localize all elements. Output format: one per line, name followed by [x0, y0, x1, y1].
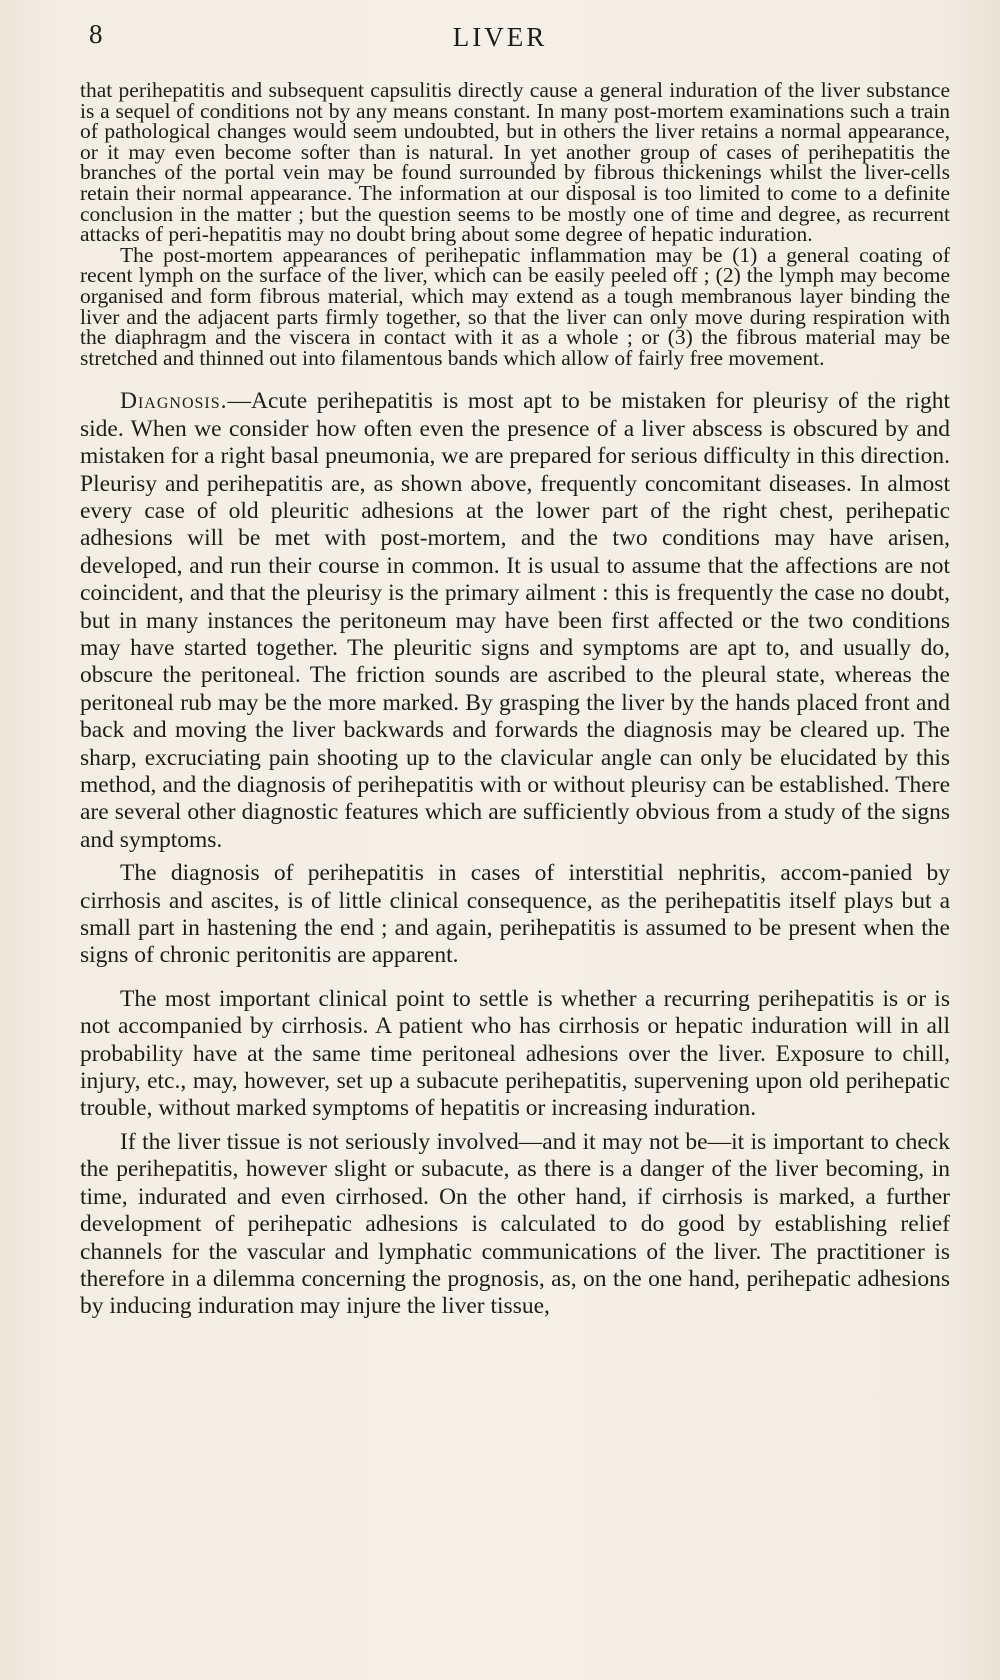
paragraph-liver-tissue: If the liver tissue is not seriously involved—and it may not be—it is important to check the perihepatitis, however slight or subacute, as there is a danger of the liver becoming, in time, indurated and even cirrhosed. On the other hand, if cirrhosis is marked, a further development of perihepatic adhesions is calculated to do good by establishing relief channels for the vascular and lymphatic communications of the liver. The practitioner is therefore in a dilemma concerning the prognosis, as, on the one hand, perihepatic adhesions by inducing induration may injure the liver tissue, — [80, 1128, 950, 1320]
main-print-section — [80, 388, 950, 1320]
paragraph-interstitial-nephritis: The diagnosis of perihepatitis in cases of interstitial nephritis, accom-panied by cirrhosis and ascites, is of little clinical consequence, as the perihepatitis itself plays but a small part in hastening the end ; and again, perihepatitis is assumed to be present when the signs of chronic peritonitis are apparent. — [80, 860, 950, 969]
diagnosis-text: —Acute perihepatitis is most apt to be mistaken for pleurisy of the right side. When we consider how often even the presence of a liver abscess is obscured by and mistaken for a right basal pneumonia, we are prepared for serious difficulty in this direction. Pleurisy and perihepatitis are, as shown above, frequently concomitant diseases. In almost every case of old pleuritic adhesions at the lower part of the right chest, perihepatic adhesions will be met with post-mortem, and the two conditions may have arisen, developed, and run their course in common. It is usual to assume that the affections are not coincident, and that the pleurisy is the primary ailment : this is frequently the case no doubt, but in many instances the peritoneum may have been first affected or the two conditions may have started together. The pleuritic signs and symptoms are apt to, and usually do, obscure the peritoneal. The friction sounds are ascribed to the pleural state, whereas the peritoneal rub may be the more marked. By grasping the liver by the hands placed front and back and moving the liver backwards and forwards the diagnosis may be cleared up. The sharp, excruciating pain shooting up to the clavicular angle can only be elucidated by this method, and the diagnosis of perihepatitis with or without pleurisy can be established. There are several other diagnostic features which are sufficiently obvious from a study of the signs and symptoms. — [80, 388, 950, 853]
paragraph-diagnosis — [80, 388, 950, 854]
paragraph-clinical-point: The most important clinical point to settle is whether a recurring perihepatitis is or is not accompanied by cirrhosis. A patient who has cirrhosis or hepatic induration will in all probability have at the same time peritoneal adhesions over the liver. Exposure to chill, injury, etc., may, however, set up a subacute perihepatitis, supervening upon old perihepatic trouble, without marked symptoms of hepatitis or increasing induration. — [80, 985, 950, 1122]
body-text — [80, 80, 950, 1321]
running-head: LIVER — [452, 22, 548, 52]
diagnosis-heading: Diagnosis. — [120, 388, 228, 415]
page-number: 8 — [89, 19, 104, 49]
paragraph-continuation: that perihepatitis and subsequent capsulitis directly cause a general induration of the liver substance is a sequel of conditions not by any means constant. In many post-mortem examinations such a train of pathological changes would seem undoubted, but in others the liver retains a normal appearance, or it may even become softer than is natural. In yet another group of cases of perihepatitis the branches of the portal vein may be found surrounded by fibrous thickenings whilst the liver-cells retain their normal appearance. The information at our disposal is too limited to come to a definite conclusion in the matter ; but the question seems to be mostly one of time and degree, as recurrent attacks of peri-hepatitis may no doubt bring about some degree of hepatic induration. — [80, 78, 950, 247]
paragraph-post-mortem: The post-mortem appearances of perihepatic inflammation may be (1) a general coating of recent lymph on the surface of the liver, which can be easily peeled off ; (2) the lymph may become organised and form fibrous material, which may extend as a tough membranous layer binding the liver and the adjacent parts firmly together, so that the liver can only move during respiration with the diaphragm and the viscera in contact with it as a whole ; or (3) the fibrous material may be stretched and thinned out into filamentous bands which allow of fairly free movement. — [80, 242, 950, 370]
small-print-section — [80, 80, 950, 368]
